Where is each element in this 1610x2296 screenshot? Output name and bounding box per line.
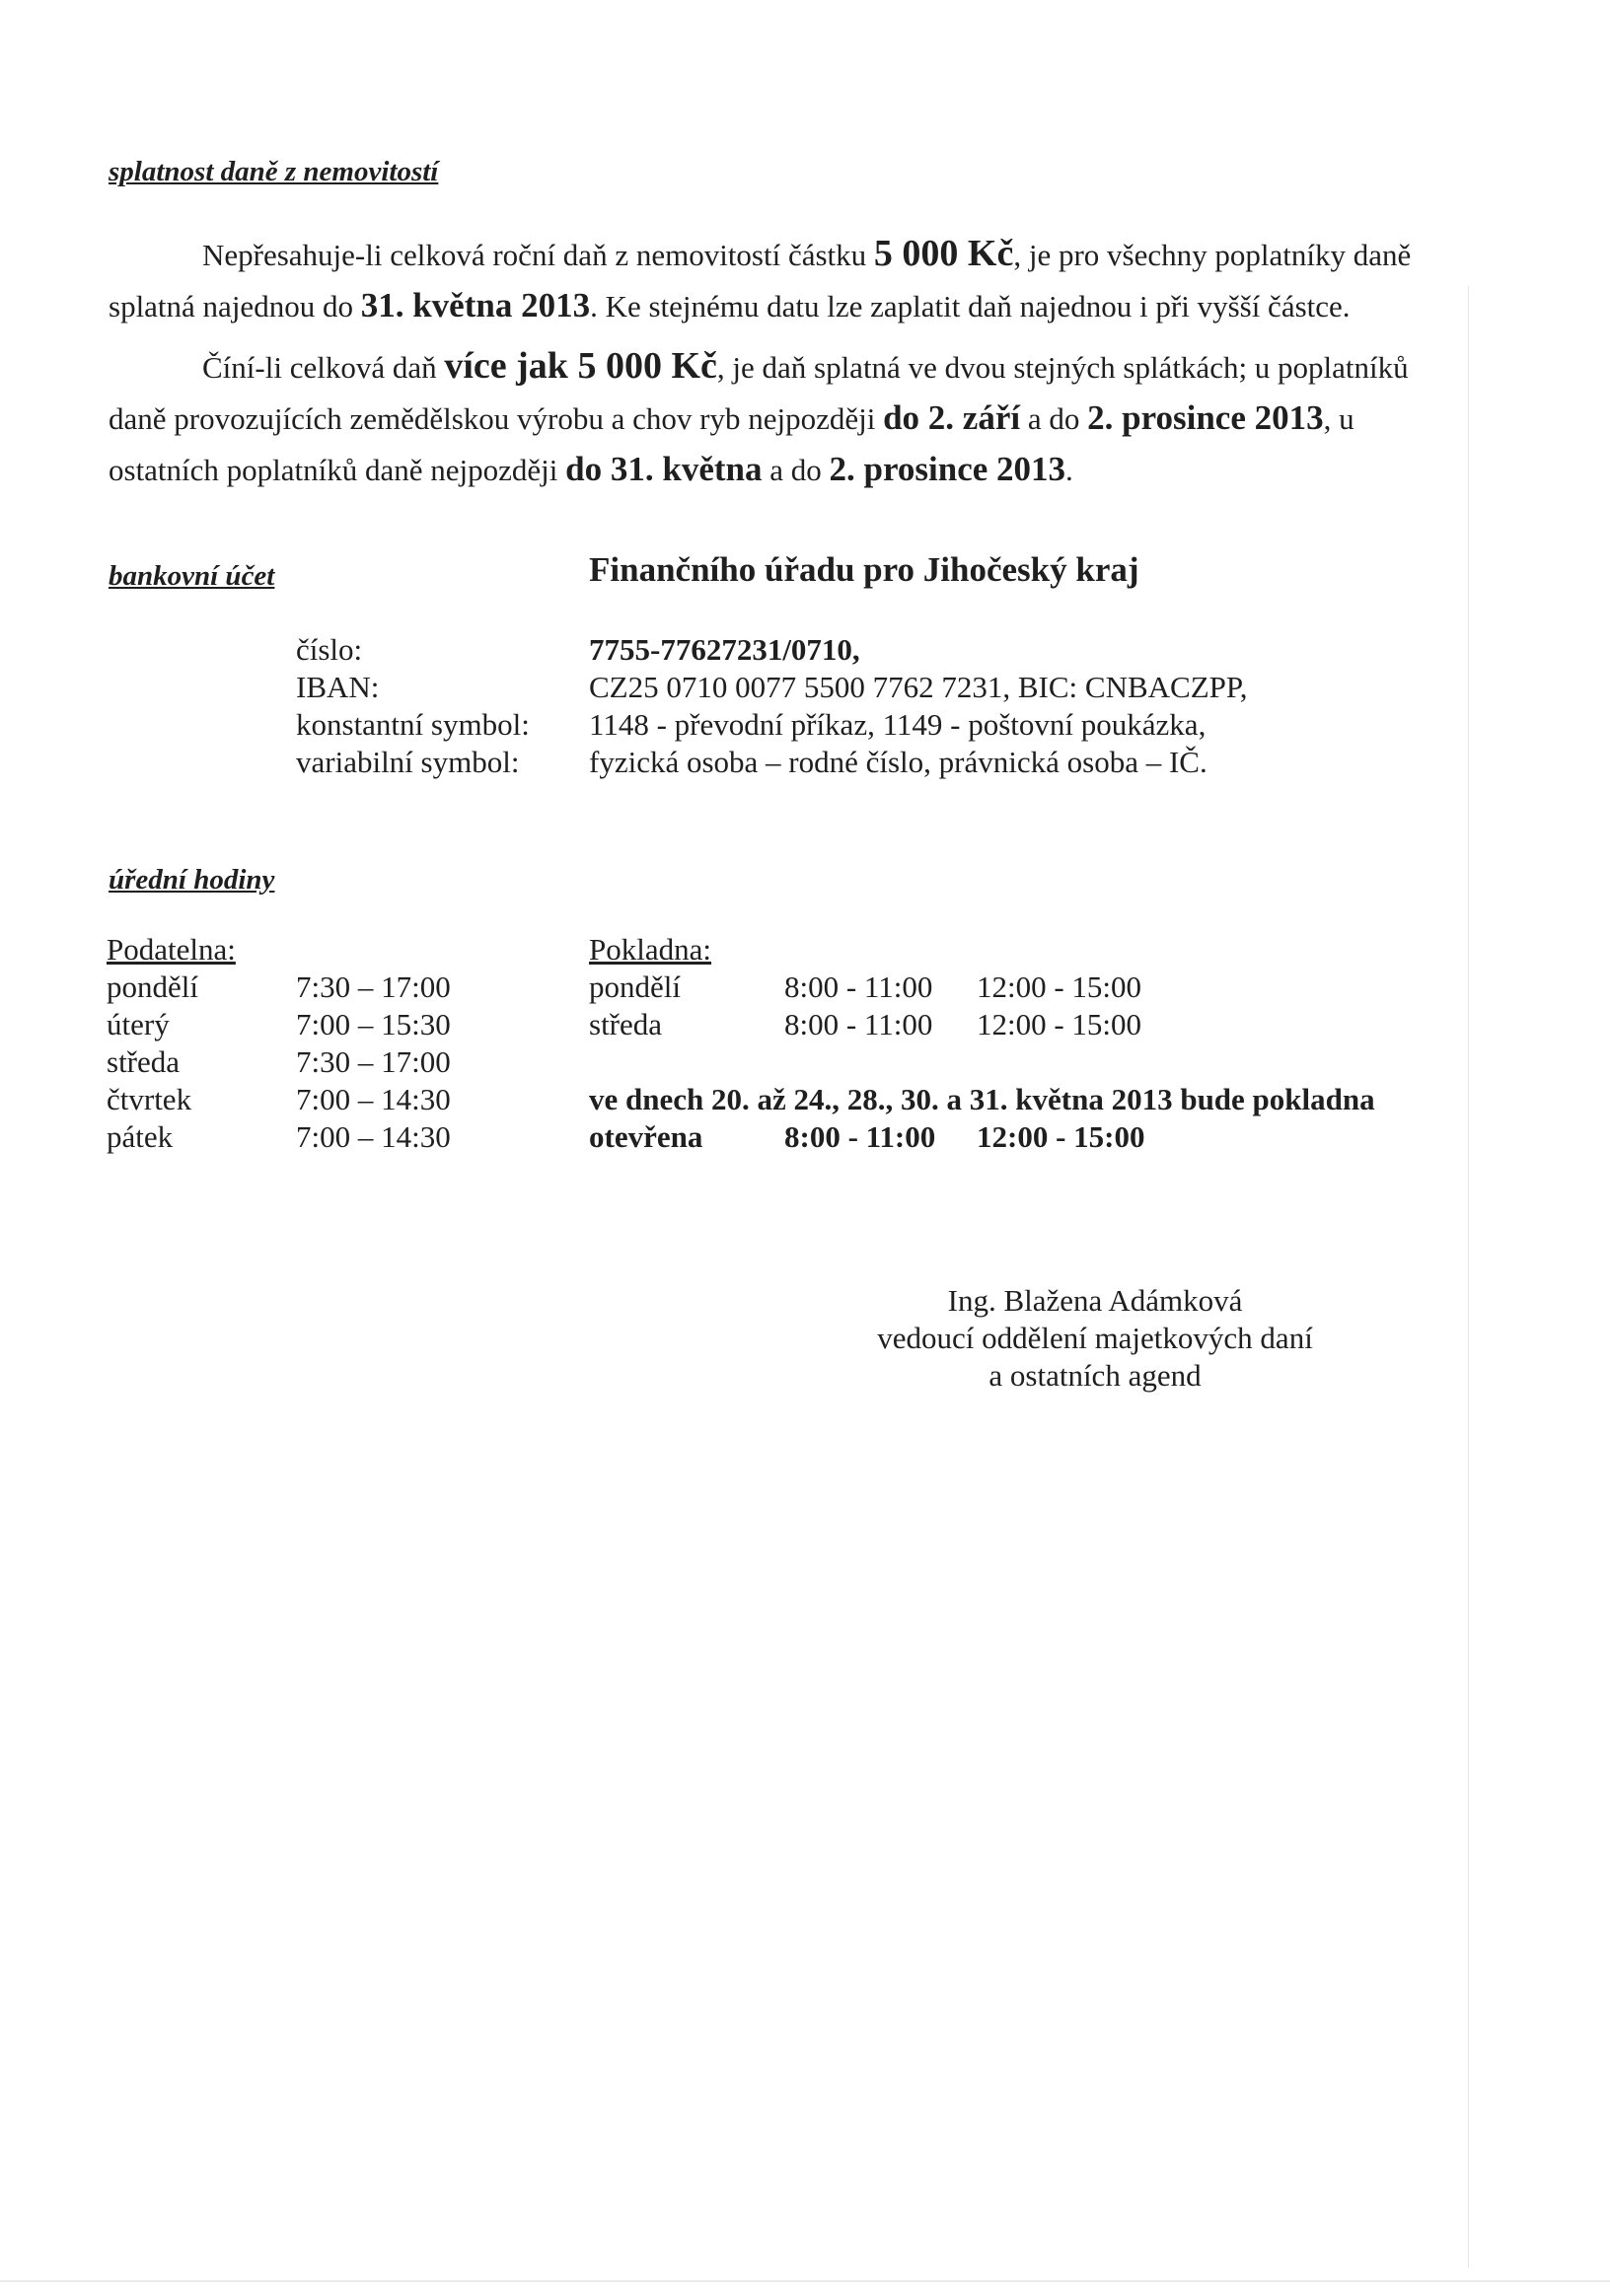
- section-heading-bank-account: bankovní účet: [109, 560, 275, 592]
- signature-role-line2: a ostatních agend: [988, 1358, 1202, 1393]
- podatelna-time: 7:30 – 17:00: [296, 969, 451, 1004]
- podatelna-time: 7:00 – 14:30: [296, 1082, 451, 1116]
- pokladna-time-morning: 8:00 - 11:00: [784, 1007, 933, 1041]
- podatelna-time: 7:00 – 14:30: [296, 1119, 451, 1154]
- pokladna-special-note: ve dnech 20. až 24., 28., 30. a 31. května 2013 bude pokladna: [589, 1082, 1375, 1116]
- pokladna-title: Pokladna:: [589, 932, 711, 967]
- podatelna-title: Podatelna:: [107, 932, 236, 967]
- paragraph-single-payment: Nepřesahuje-li celková roční daň z nemovitostí částku 5 000 Kč, je pro všechny poplatníky daně splatná najednou do 31. května 2013. Ke stejnému datu lze zaplatit daň najednou i při vyšší částce.: [109, 233, 1412, 324]
- bank-account-owner: Finančního úřadu pro Jihočeský kraj: [589, 550, 1139, 589]
- pokladna-special-open-label: otevřena: [589, 1119, 703, 1154]
- podatelna-day: čtvrtek: [107, 1082, 192, 1116]
- podatelna-day: úterý: [107, 1007, 170, 1041]
- signature-name: Ing. Blažena Adámková: [947, 1283, 1243, 1318]
- scan-bottom-line: [0, 2280, 1610, 2282]
- pokladna-day: středa: [589, 1007, 663, 1041]
- podatelna-day: pátek: [107, 1119, 174, 1154]
- pokladna-time-afternoon: 12:00 - 15:00: [977, 969, 1142, 1004]
- scan-edge-line: [1468, 286, 1469, 2268]
- section-heading-office-hours: úřední hodiny: [109, 864, 275, 896]
- pokladna-special-time-afternoon: 12:00 - 15:00: [977, 1119, 1145, 1154]
- section-heading-property-tax: splatnost daně z nemovitostí: [109, 156, 439, 187]
- podatelna-time: 7:30 – 17:00: [296, 1044, 451, 1079]
- pokladna-time-afternoon: 12:00 - 15:00: [977, 1007, 1142, 1041]
- pokladna-day: pondělí: [589, 969, 681, 1004]
- podatelna-time: 7:00 – 15:30: [296, 1007, 451, 1041]
- paragraph-installments: Číní-li celková daň více jak 5 000 Kč, je daň splatná ve dvou stejných splátkách; u poplatníků daně provozujících zemědělskou výrobu a chov ryb nejpozději do 2. září a do 2. prosince 2013, u ostatních poplatníků daně nejpozději do 31. května a do 2. prosince 2013.: [109, 345, 1409, 488]
- podatelna-day: středa: [107, 1044, 181, 1079]
- signature-role-line1: vedoucí oddělení majetkových daní: [877, 1321, 1313, 1355]
- pokladna-special-time-morning: 8:00 - 11:00: [784, 1119, 936, 1154]
- pokladna-time-morning: 8:00 - 11:00: [784, 969, 933, 1004]
- podatelna-day: pondělí: [107, 969, 198, 1004]
